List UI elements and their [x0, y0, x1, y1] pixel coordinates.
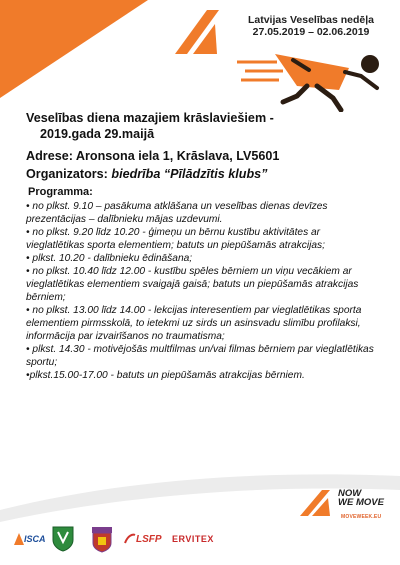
sponsor-isca-text: ISCA	[24, 534, 46, 544]
coat-of-arms-icon	[90, 525, 114, 553]
title-line-2: 2019.gada 29.maijā	[40, 127, 155, 141]
shield-crest-icon	[52, 526, 74, 552]
event-dates: 27.05.2019 – 02.06.2019	[252, 26, 370, 38]
campaign-line-1: NOW	[338, 488, 362, 499]
sponsor-lsfp-logo	[124, 524, 162, 554]
campaign-url: MOVEWEEK.EU	[341, 514, 382, 520]
corner-orange-triangle	[0, 0, 148, 100]
program-item: • no plkst. 10.40 līdz 12.00 - kustību spēles bērniem un viņu vecākiem ar vieglatlētikas elementiem svaigajā gaisā; batuts un piepūšamās atrakcijas bērniem;	[26, 266, 359, 303]
program-item: • no plkst. 9.20 līdz 10.20 - ģimeņu un bērnu kustību aktivitātes ar vieglatlētikas sporta elementiem; batuts un piepūšamās atrakcijas;	[26, 227, 325, 251]
program-item: • plkst. 10.20 - dalībnieku ēdināšana;	[26, 253, 193, 264]
moveweek-logo-icon	[173, 8, 225, 56]
now-we-move-logo-icon	[298, 488, 336, 518]
sponsor-coat-of-arms-logo	[90, 524, 114, 554]
event-name: Latvijas Veselības nedēļa	[247, 14, 375, 26]
organizer-name: biedrība “Pīlādzītis klubs”	[111, 167, 268, 181]
organizer-label: Organizators:	[26, 167, 108, 181]
campaign-line-2: WE MOVE	[338, 497, 384, 508]
isca-mark-icon	[14, 533, 24, 545]
sponsor-ervitex-text: ERVITEX	[172, 534, 214, 544]
page-title	[26, 110, 386, 142]
program-heading: Programma:	[28, 186, 93, 198]
program-item: •plkst.15.00-17.00 - batuts un piepūšamās atrakcijas bērniem.	[26, 370, 305, 381]
lsfp-swoosh-icon	[124, 533, 136, 545]
now-we-move-wordmark	[338, 489, 384, 507]
program-item: • plkst. 14.30 - motivējošās multfilmas un/vai filmas bērniem par vieglatlētikas sportu;	[26, 344, 374, 368]
sponsor-ervitex-logo	[172, 524, 214, 554]
program-list	[26, 200, 378, 382]
program-item: • no plkst. 13.00 līdz 14.00 - lekcijas interesentiem par vieglatlētikas sporta elementiem pirmsskolā, to ietekmi uz sirds un asinsvadu slimību profilaksi, informācija par izvairīšanos no traumatisma;	[26, 305, 362, 342]
sponsor-isca-logo	[14, 524, 46, 554]
sponsor-lsfp-text: LSFP	[136, 533, 162, 545]
event-header	[226, 14, 396, 38]
address-line: Adrese: Aronsona iela 1, Krāslava, LV5601	[26, 149, 280, 163]
organizer-line	[26, 166, 386, 182]
sponsor-shield-logo	[52, 524, 74, 554]
program-item: • no plkst. 9.10 – pasākuma atklāšana un veselības dienas devīzes prezentācijas – dalībnieku mājas uzdevumi.	[26, 201, 328, 225]
runner-illustration-icon	[237, 40, 395, 112]
title-line-1: Veselības diena mazajiem krāslaviešiem -	[26, 111, 274, 125]
